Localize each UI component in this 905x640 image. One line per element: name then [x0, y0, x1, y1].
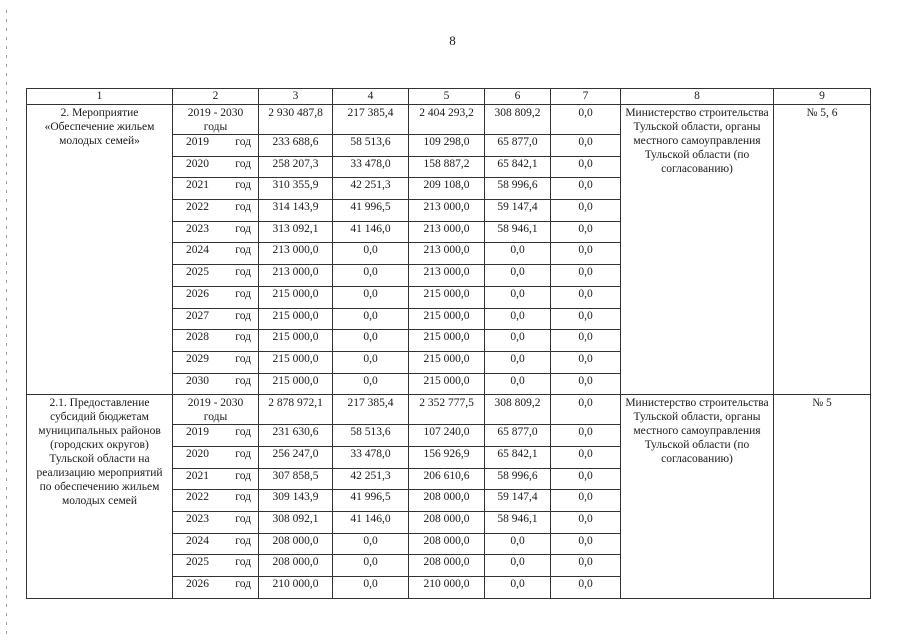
value-cell: 210 000,0 — [409, 577, 485, 599]
value-cell: 233 688,6 — [259, 135, 333, 157]
value-cell: 0,0 — [551, 425, 621, 447]
value-cell: 215 000,0 — [259, 351, 333, 373]
year-value: 2022 — [186, 201, 209, 214]
value-cell: 308 092,1 — [259, 512, 333, 534]
table-row — [27, 105, 871, 135]
value-cell: 2 878 972,1 — [259, 395, 333, 425]
value-cell: 213 000,0 — [409, 243, 485, 265]
year-unit: год — [235, 447, 251, 460]
value-cell: 215 000,0 — [409, 373, 485, 395]
value-cell: 0,0 — [485, 265, 551, 287]
year-cell — [173, 221, 259, 243]
table-body — [27, 105, 871, 599]
year-unit: год — [235, 266, 251, 279]
year-cell — [173, 533, 259, 555]
value-cell: 208 000,0 — [409, 533, 485, 555]
year-cell — [173, 243, 259, 265]
value-cell: 0,0 — [333, 555, 409, 577]
year-value: 2028 — [186, 331, 209, 344]
value-cell: 309 143,9 — [259, 490, 333, 512]
year-cell — [173, 178, 259, 200]
year-value: 2025 — [186, 556, 209, 569]
value-cell: 215 000,0 — [259, 308, 333, 330]
value-cell: 215 000,0 — [409, 286, 485, 308]
value-cell: 0,0 — [551, 533, 621, 555]
value-cell: 0,0 — [551, 555, 621, 577]
year-unit: год — [235, 352, 251, 365]
value-cell: 0,0 — [333, 265, 409, 287]
value-cell: 231 630,6 — [259, 425, 333, 447]
year-unit: год — [235, 309, 251, 322]
value-cell: 0,0 — [485, 373, 551, 395]
value-cell: 0,0 — [551, 243, 621, 265]
value-cell: 58 513,6 — [333, 425, 409, 447]
value-cell: 0,0 — [333, 533, 409, 555]
column-header: 5 — [409, 89, 485, 105]
period-cell: 2019 - 2030 годы — [173, 395, 259, 425]
value-cell: 33 478,0 — [333, 156, 409, 178]
year-value: 2023 — [186, 513, 209, 525]
value-cell: 33 478,0 — [333, 446, 409, 468]
value-cell: 42 251,3 — [333, 178, 409, 200]
value-cell: 208 000,0 — [409, 555, 485, 577]
value-cell: 0,0 — [551, 156, 621, 178]
column-header: 4 — [333, 89, 409, 105]
value-cell: 58 946,1 — [485, 221, 551, 243]
value-cell: 0,0 — [333, 373, 409, 395]
header-row — [27, 89, 871, 105]
value-cell: 0,0 — [551, 330, 621, 352]
value-cell: 208 000,0 — [259, 533, 333, 555]
year-value: 2019 — [186, 426, 209, 439]
value-cell: 58 513,6 — [333, 135, 409, 157]
value-cell: 0,0 — [551, 512, 621, 534]
year-value: 2021 — [186, 469, 209, 482]
year-value: 2027 — [186, 309, 209, 322]
year-cell — [173, 286, 259, 308]
value-cell: 0,0 — [485, 351, 551, 373]
year-cell — [173, 373, 259, 395]
year-value: 2019 — [186, 136, 209, 148]
year-cell — [173, 200, 259, 222]
value-cell: 41 996,5 — [333, 490, 409, 512]
value-cell: 0,0 — [485, 555, 551, 577]
indicators: № 5 — [774, 395, 871, 599]
indicators: № 5, 6 — [774, 105, 871, 395]
year-cell — [173, 308, 259, 330]
value-cell: 58 996,6 — [485, 178, 551, 200]
year-unit: год — [235, 534, 251, 547]
value-cell: 0,0 — [485, 308, 551, 330]
value-cell: 0,0 — [551, 200, 621, 222]
value-cell: 59 147,4 — [485, 490, 551, 512]
column-header: 6 — [485, 89, 551, 105]
value-cell: 0,0 — [333, 308, 409, 330]
value-cell: 0,0 — [551, 265, 621, 287]
executor: Министерство строительства Тульской области, органы местного самоуправления Тульской области (по согласованию) — [621, 105, 774, 395]
year-unit: год — [235, 469, 251, 482]
year-unit: год — [235, 491, 251, 504]
value-cell: 215 000,0 — [409, 351, 485, 373]
value-cell: 2 352 777,5 — [409, 395, 485, 425]
year-value: 2020 — [186, 447, 209, 460]
value-cell: 256 247,0 — [259, 446, 333, 468]
value-cell: 310 355,9 — [259, 178, 333, 200]
value-cell: 107 240,0 — [409, 425, 485, 447]
value-cell: 217 385,4 — [333, 105, 409, 135]
value-cell: 58 996,6 — [485, 468, 551, 490]
value-cell: 156 926,9 — [409, 446, 485, 468]
value-cell: 0,0 — [551, 135, 621, 157]
value-cell: 258 207,3 — [259, 156, 333, 178]
value-cell: 213 000,0 — [409, 221, 485, 243]
value-cell: 213 000,0 — [409, 265, 485, 287]
value-cell: 0,0 — [333, 351, 409, 373]
year-value: 2022 — [186, 491, 209, 504]
year-cell — [173, 425, 259, 447]
value-cell: 41 996,5 — [333, 200, 409, 222]
value-cell: 0,0 — [551, 468, 621, 490]
budget-table — [26, 88, 871, 599]
value-cell: 308 809,2 — [485, 105, 551, 135]
value-cell: 217 385,4 — [333, 395, 409, 425]
year-value: 2024 — [186, 534, 209, 547]
value-cell: 313 092,1 — [259, 221, 333, 243]
value-cell: 208 000,0 — [259, 555, 333, 577]
value-cell: 58 946,1 — [485, 512, 551, 534]
value-cell: 215 000,0 — [259, 330, 333, 352]
value-cell: 0,0 — [333, 243, 409, 265]
year-unit: год — [235, 179, 251, 192]
value-cell: 0,0 — [551, 577, 621, 599]
value-cell: 0,0 — [333, 286, 409, 308]
year-cell — [173, 512, 259, 534]
value-cell: 213 000,0 — [259, 265, 333, 287]
value-cell: 2 404 293,2 — [409, 105, 485, 135]
value-cell: 59 147,4 — [485, 200, 551, 222]
year-cell — [173, 156, 259, 178]
value-cell: 65 842,1 — [485, 446, 551, 468]
executor: Министерство строительства Тульской области, органы местного самоуправления Тульской области (по согласованию) — [621, 395, 774, 599]
year-value: 2021 — [186, 179, 209, 192]
year-cell — [173, 330, 259, 352]
value-cell: 0,0 — [333, 577, 409, 599]
value-cell: 0,0 — [485, 533, 551, 555]
year-unit: год — [235, 222, 251, 235]
event-name: 2.1. Предоставление субсидий бюджетам муниципальных районов (городских округов) Тульской области на реализацию мероприятий по обеспечению жильем молодых семей — [27, 395, 173, 599]
value-cell: 208 000,0 — [409, 512, 485, 534]
value-cell: 209 108,0 — [409, 178, 485, 200]
column-header: 8 — [621, 89, 774, 105]
value-cell: 42 251,3 — [333, 468, 409, 490]
year-value: 2020 — [186, 157, 209, 170]
page-number: 8 — [449, 33, 456, 48]
value-cell: 65 842,1 — [485, 156, 551, 178]
year-value: 2025 — [186, 266, 209, 279]
value-cell: 307 858,5 — [259, 468, 333, 490]
value-cell: 158 887,2 — [409, 156, 485, 178]
value-cell: 308 809,2 — [485, 395, 551, 425]
year-unit: год — [235, 513, 251, 525]
year-value: 2024 — [186, 244, 209, 257]
column-header: 3 — [259, 89, 333, 105]
event-name: 2. Мероприятие «Обеспечение жильем молодых семей» — [27, 105, 173, 395]
year-unit: год — [235, 331, 251, 344]
value-cell: 0,0 — [551, 178, 621, 200]
value-cell: 0,0 — [551, 490, 621, 512]
value-cell: 0,0 — [551, 286, 621, 308]
year-cell — [173, 265, 259, 287]
value-cell: 0,0 — [551, 308, 621, 330]
year-unit: год — [235, 578, 251, 591]
value-cell: 208 000,0 — [409, 490, 485, 512]
value-cell: 41 146,0 — [333, 221, 409, 243]
value-cell: 2 930 487,8 — [259, 105, 333, 135]
value-cell: 0,0 — [485, 243, 551, 265]
value-cell: 314 143,9 — [259, 200, 333, 222]
value-cell: 0,0 — [551, 221, 621, 243]
year-unit: год — [235, 244, 251, 257]
value-cell: 0,0 — [485, 286, 551, 308]
year-cell — [173, 135, 259, 157]
value-cell: 65 877,0 — [485, 425, 551, 447]
year-cell — [173, 351, 259, 373]
year-value: 2026 — [186, 578, 209, 591]
value-cell: 0,0 — [551, 373, 621, 395]
value-cell: 0,0 — [485, 577, 551, 599]
year-value: 2026 — [186, 287, 209, 300]
year-unit: год — [235, 426, 251, 439]
value-cell: 109 298,0 — [409, 135, 485, 157]
year-value: 2029 — [186, 352, 209, 365]
year-unit: год — [235, 374, 251, 387]
value-cell: 0,0 — [551, 105, 621, 135]
value-cell: 210 000,0 — [259, 577, 333, 599]
value-cell: 206 610,6 — [409, 468, 485, 490]
value-cell: 0,0 — [485, 330, 551, 352]
value-cell: 0,0 — [551, 351, 621, 373]
value-cell: 215 000,0 — [259, 286, 333, 308]
year-cell — [173, 446, 259, 468]
year-cell — [173, 468, 259, 490]
year-value: 2023 — [186, 222, 209, 235]
column-header: 1 — [27, 89, 173, 105]
value-cell: 0,0 — [551, 446, 621, 468]
year-unit: год — [235, 201, 251, 214]
column-header: 2 — [173, 89, 259, 105]
value-cell: 213 000,0 — [259, 243, 333, 265]
value-cell: 215 000,0 — [409, 330, 485, 352]
year-cell — [173, 577, 259, 599]
table-row — [27, 395, 871, 425]
year-unit: год — [235, 287, 251, 300]
value-cell: 213 000,0 — [409, 200, 485, 222]
year-cell — [173, 490, 259, 512]
value-cell: 65 877,0 — [485, 135, 551, 157]
year-cell — [173, 555, 259, 577]
value-cell: 215 000,0 — [259, 373, 333, 395]
value-cell: 215 000,0 — [409, 308, 485, 330]
column-header: 7 — [551, 89, 621, 105]
year-unit: год — [235, 556, 251, 569]
year-value: 2030 — [186, 374, 209, 387]
margin-ticks — [6, 0, 8, 640]
value-cell: 41 146,0 — [333, 512, 409, 534]
column-header: 9 — [774, 89, 871, 105]
value-cell: 0,0 — [551, 395, 621, 425]
year-unit: год — [235, 136, 251, 148]
value-cell: 0,0 — [333, 330, 409, 352]
period-cell: 2019 - 2030 годы — [173, 105, 259, 135]
year-unit: год — [235, 157, 251, 170]
